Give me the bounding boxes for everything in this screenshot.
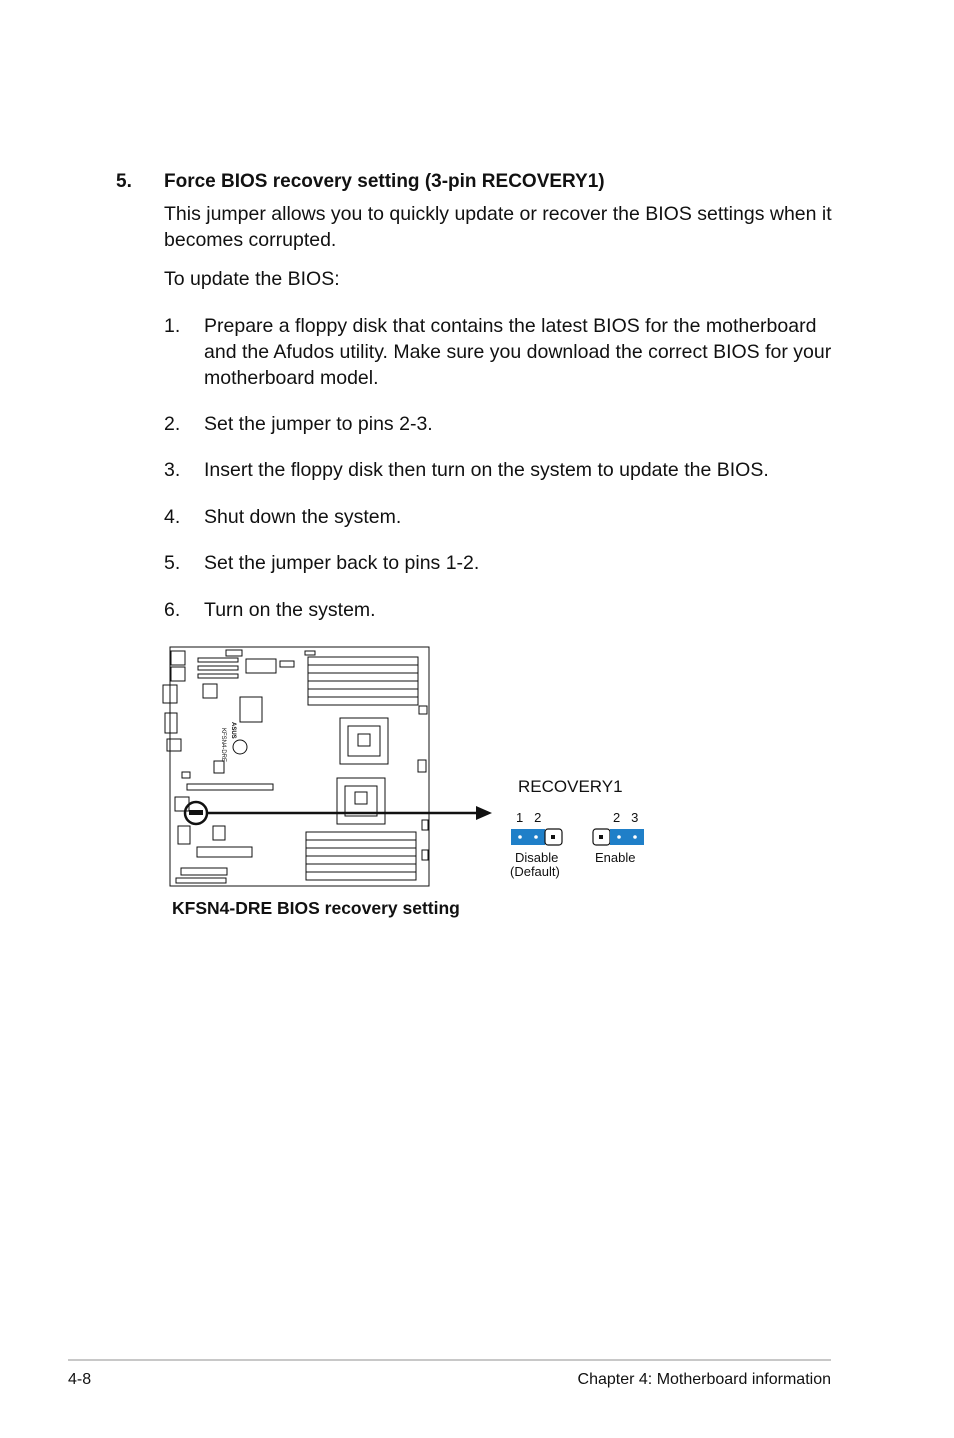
step-text: Prepare a floppy disk that contains the latest BIOS for the motherboard xyxy=(204,315,817,337)
step-text: and the Afudos utility. Make sure you download the correct BIOS for your xyxy=(204,341,832,363)
footer-rule xyxy=(68,1359,831,1361)
recovery-jumper-mini xyxy=(189,810,203,815)
disable-label: Disable xyxy=(515,850,559,865)
cpu-socket-1 xyxy=(340,718,388,764)
step-number: 3. xyxy=(164,459,181,481)
battery xyxy=(233,740,247,754)
step-number: 5. xyxy=(164,552,181,574)
cpu-socket-2 xyxy=(337,778,385,824)
pin-numbers-right: 2 3 xyxy=(613,810,639,825)
io-connector xyxy=(165,713,177,733)
default-label: (Default) xyxy=(510,864,560,879)
connector-name: RECOVERY1 xyxy=(518,777,623,796)
figure-caption: KFSN4-DRE BIOS recovery setting xyxy=(172,898,460,918)
step-text: Turn on the system. xyxy=(204,599,376,621)
step-text: Shut down the system. xyxy=(204,506,402,528)
intro-line-1: This jumper allows you to quickly update or recover the BIOS settings when it xyxy=(164,203,832,225)
step-text: motherboard model. xyxy=(204,367,379,389)
section-title: Force BIOS recovery setting (3-pin RECOVERY1) xyxy=(164,171,605,192)
pci-slot xyxy=(187,784,273,790)
chipset xyxy=(240,697,262,722)
io-connector xyxy=(171,651,185,665)
intro-line-2: becomes corrupted. xyxy=(164,229,337,251)
page-number: 4-8 xyxy=(68,1371,92,1388)
arrow-head-icon xyxy=(476,806,492,820)
step-number: 6. xyxy=(164,599,181,621)
enable-label: Enable xyxy=(595,850,636,865)
step-number: 1. xyxy=(164,315,181,337)
pin-numbers-left: 1 2 xyxy=(516,810,542,825)
step-text: Set the jumper back to pins 1-2. xyxy=(204,552,480,574)
step-number: 4. xyxy=(164,506,181,528)
jumper-cap-enable xyxy=(610,829,644,845)
section-number: 5. xyxy=(116,171,132,192)
board-outline xyxy=(170,647,429,886)
update-label: To update the BIOS: xyxy=(164,268,340,290)
step-text: Insert the floppy disk then turn on the system to update the BIOS. xyxy=(204,459,769,481)
step-number: 2. xyxy=(164,413,181,435)
jumper-cap-disable xyxy=(511,829,545,845)
board-model-label: KFSN4-DRE xyxy=(220,728,226,763)
asus-logo: ASUS xyxy=(230,722,236,739)
io-connector xyxy=(167,739,181,751)
step-text: Set the jumper to pins 2-3. xyxy=(204,413,433,435)
io-connector xyxy=(171,667,185,681)
chapter-title: Chapter 4: Motherboard information xyxy=(577,1371,831,1388)
